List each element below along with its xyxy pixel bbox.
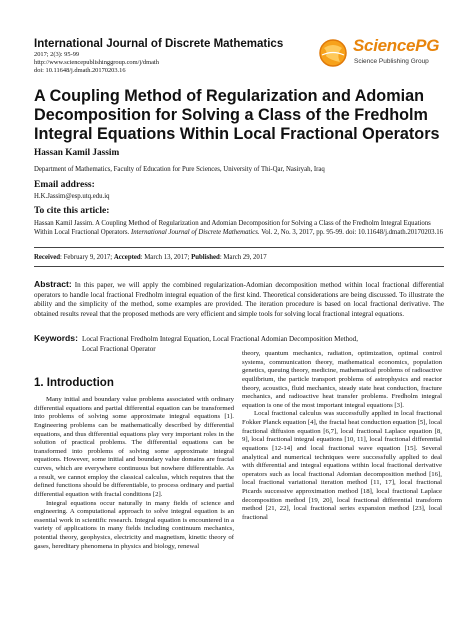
divider-top — [34, 247, 444, 248]
received-date: : February 9, 2017; — [60, 254, 113, 261]
cite-heading: To cite this article: — [34, 206, 110, 216]
volume-line: 2017; 2(3): 95-99 — [34, 51, 80, 58]
journal-doi[interactable]: doi: 10.11648/j.dmath.20170203.16 — [34, 67, 126, 74]
accepted-date: : March 13, 2017; — [140, 254, 190, 261]
published-date: : March 29, 2017 — [219, 254, 267, 261]
paragraph: Integral equations occur naturally in many fields of science and engineering. A computational approach to solve integral equation is an essential work in scientific research. Integral equation is encountered in a variety of applications in many fields including continuum mechanics, potential theory, geophysics, electricity and magnetism, kinetic theory of gases, hereditary phenomena in physics and biology, renewal — [34, 499, 234, 550]
published-label: Published — [191, 254, 220, 261]
paragraph: Local fractional calculus was successfully applied in local fractional Fokker Planck equation [4], the fractal heat conduction equation [5], local fractional diffusion equation [6,7], local fractional Laplace equation [8, 9], local fractional integral equations [10, 11], local fractional differential equations [12-14] and local fractional wave equation [15]. Several analytical and numerical techniques were successfully applied to deal with differential and integral equations within local fractional derivative operators such as local fractional Adomian decomposition method [16], local fractional variational iteration method [11, 17], local fractional Picards successive approximation method [18], local fractional Laplace decomposition method [19, 20], local fractional differential transform method [21, 22], local fractional series expansion method [23], local fractional — [242, 410, 442, 521]
logo-subtitle: Science Publishing Group — [354, 58, 429, 65]
citation-journal: International Journal of Discrete Mathematics. — [130, 229, 260, 236]
keywords-label: Keywords: — [34, 333, 78, 343]
email-heading: Email address: — [34, 180, 95, 190]
paragraph: Many initial and boundary value problems associated with ordinary differential equations and partial differential equation can be transformed into problems of solving some approximate integral equations [1]. Engineering problems can be mathematically described by differential equations, and thus differential equations play very important roles in the solution of practical problems. The differential equations can be transformed into problems of solving some approximate integral equations. However, some initial and boundary value domains are fractal curves, which are everywhere continuous but nowhere differentiable. As a result, we cannot employ the classical calculus, which requires that the defined functions should be differentiable, to process ordinary and partial differential equation with fractal conditions [2]. — [34, 396, 234, 498]
received-label: Received — [34, 254, 61, 261]
citation-part-2: Vol. 2, No. 3, 2017, pp. 95-99. — [261, 229, 344, 236]
journal-url[interactable]: http://www.sciencepublishinggroup.com/j/dmath — [34, 59, 159, 66]
citation-doi[interactable]: doi: 10.11648/j.dmath.20170203.16 — [345, 229, 444, 236]
author-email[interactable]: H.K.Jassim@esp.utq.edu.iq — [34, 193, 110, 200]
author-name: Hassan Kamil Jassim — [34, 148, 120, 158]
paper-title: A Coupling Method of Regularization and Adomian Decomposition for Solving a Class of the Fredholm Integral Equations Within Local Fractional Operators — [34, 87, 440, 143]
journal-title: International Journal of Discrete Mathematics — [34, 38, 284, 50]
keywords-line-1: Local Fractional Fredholm Integral Equation, Local Fractional Adomian Decomposition Method, — [82, 335, 358, 343]
divider-bottom — [34, 266, 444, 267]
logo-name: SciencePG — [353, 36, 440, 55]
accepted-label: Accepted — [113, 254, 141, 261]
abstract-text: In this paper, we will apply the combined regularization-Adomian decomposition method within local fractional differential operators to handle local fractional Fredholm integral equation of the first kind. Theoretical considerations are being discussed. To illustrate the ability and the simplicity of the method, some examples are provided. The iteration procedure is based on local fractional derivative. The obtained results reveal that the proposed methods are very efficient and simple tools for solving local fractional integral equations. — [34, 281, 445, 318]
citation-text — [34, 219, 449, 237]
sciencepg-logo — [318, 30, 440, 76]
paragraph: theory, quantum mechanics, radiation, optimization, optimal control systems, communication theory, mathematical economics, population genetics, queuing theory, medicine, mathematical problems of radioactive equilibrium, the particle transport problems of astrophysics and reactor theory, acoustics, fluid mechanics, steady state heat conduction, fracture mechanics, and radioactive heat transfer problems. Fredholm integral equation is one of the most important integral equations [3]. — [242, 350, 442, 409]
logo-globe-icon — [318, 38, 348, 68]
citation-part-1: Hassan Kamil Jassim. A Coupling Method of Regularization and Adomian Decomposition for Solving a Class of the Fredholm Integral Equations Within Local Fractional Operators. — [34, 220, 431, 236]
keywords-line-2: Local Fractional Operator — [82, 345, 156, 353]
abstract-label: Abstract: — [34, 279, 72, 289]
column-right — [242, 350, 442, 523]
section-heading-introduction: 1. Introduction — [34, 377, 114, 389]
column-left — [34, 396, 234, 551]
abstract — [34, 280, 444, 319]
author-affiliation: Department of Mathematics, Faculty of Education for Pure Sciences, University of Thi-Qar, Nasiryah, Iraq — [34, 166, 325, 173]
article-dates — [34, 254, 267, 261]
journal-meta — [34, 51, 159, 75]
